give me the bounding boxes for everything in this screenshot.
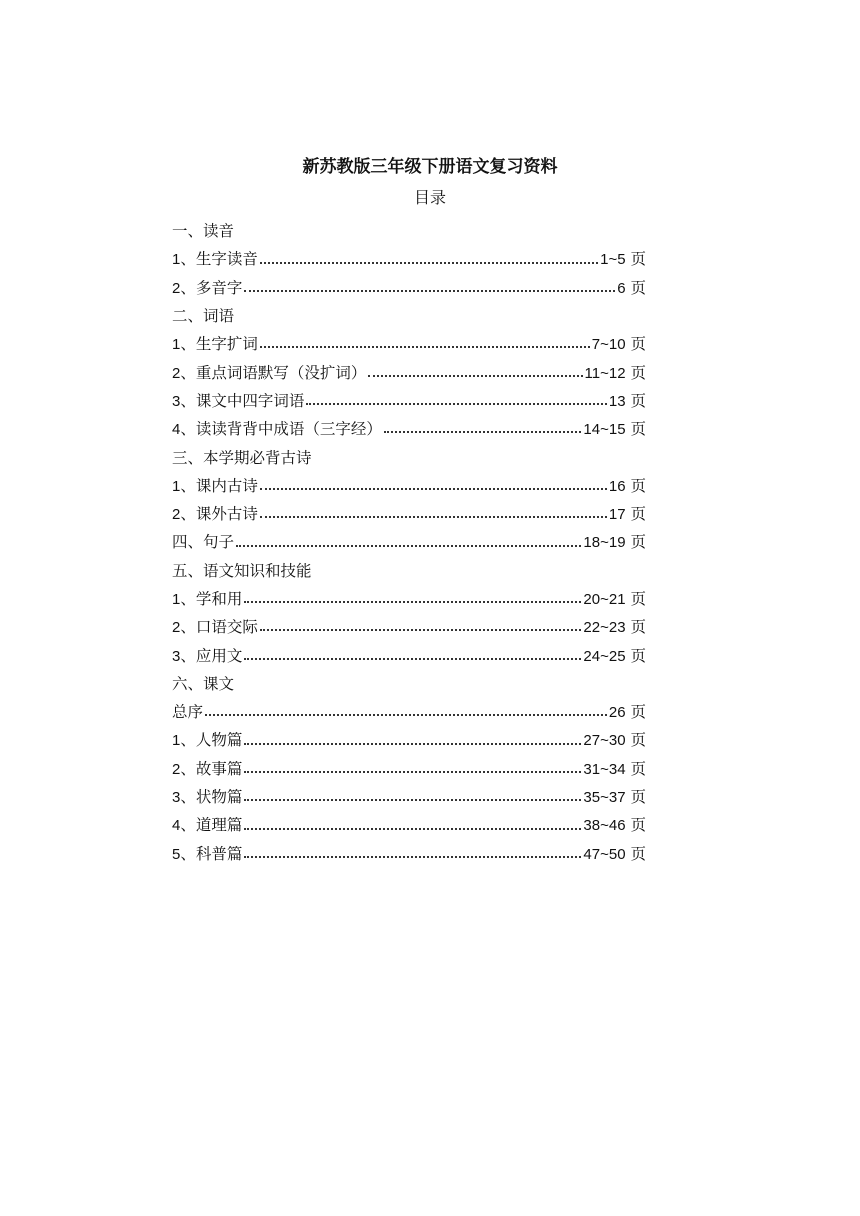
toc-dot-leader: [260, 488, 607, 490]
toc-section-heading: [172, 442, 646, 470]
toc-page-range: 38~46 页: [583, 816, 646, 835]
toc-entry: [172, 273, 646, 301]
toc-section-heading: [172, 556, 646, 584]
toc-page-range: 6 页: [617, 278, 646, 297]
toc-page-range: 18~19 页: [583, 533, 646, 552]
page-title: 新苏教版三年级下册语文复习资料: [302, 157, 558, 177]
toc-page-range: 26 页: [608, 703, 646, 722]
toc-entry: [172, 527, 646, 555]
toc-section-heading: [172, 669, 646, 697]
toc-entry: [172, 754, 646, 782]
toc-entry: [172, 499, 646, 527]
toc-page-range: 1~5 页: [600, 250, 646, 269]
toc-page-range: 14~15 页: [583, 420, 646, 439]
toc-page-range: 11~12 页: [584, 363, 646, 382]
toc-dot-leader: [236, 545, 581, 547]
toc-entry: [172, 386, 646, 414]
toc-entry-label: 3、课文中四字词语: [172, 391, 305, 410]
table-of-contents: [172, 216, 646, 867]
toc-dot-leader: [260, 516, 607, 518]
toc-page-range: 17 页: [608, 505, 646, 524]
toc-entry: [172, 697, 646, 725]
toc-entry: [172, 584, 646, 612]
toc-entry: [172, 357, 646, 385]
toc-entry-label: 2、多音字: [172, 278, 243, 297]
toc-dot-leader: [260, 629, 582, 631]
toc-entry-label: 1、人物篇: [172, 731, 243, 750]
toc-entry: [172, 414, 646, 442]
toc-section-label: 一、读音: [172, 222, 235, 241]
toc-entry-label: 1、生字扩词: [172, 335, 258, 354]
toc-entry: [172, 810, 646, 838]
toc-section-heading: [172, 216, 646, 244]
toc-dot-leader: [260, 262, 598, 264]
toc-entry: [172, 839, 646, 867]
toc-entry: [172, 244, 646, 272]
toc-page-range: 24~25 页: [583, 646, 646, 665]
toc-page-range: 13 页: [608, 391, 646, 410]
toc-entry-label: 4、道理篇: [172, 816, 243, 835]
toc-dot-leader: [384, 431, 582, 433]
toc-entry: [172, 782, 646, 810]
toc-section-label: 五、语文知识和技能: [172, 561, 312, 580]
toc-entry: [172, 612, 646, 640]
toc-dot-leader: [368, 375, 582, 377]
toc-dot-leader: [244, 856, 581, 858]
toc-dot-leader: [244, 828, 581, 830]
toc-heading: 目录: [413, 188, 446, 207]
toc-section-label: 六、课文: [172, 674, 235, 693]
toc-page-range: 22~23 页: [583, 618, 646, 637]
toc-entry-label: 2、故事篇: [172, 759, 243, 778]
toc-section-label: 二、词语: [172, 307, 235, 326]
toc-dot-leader: [244, 658, 581, 660]
toc-entry-label: 2、口语交际: [172, 618, 258, 637]
toc-entry: [172, 471, 646, 499]
toc-dot-leader: [260, 346, 590, 348]
toc-dot-leader: [244, 601, 581, 603]
toc-entry: [172, 640, 646, 668]
toc-section-heading: [172, 301, 646, 329]
toc-entry: [172, 329, 646, 357]
toc-dot-leader: [244, 771, 581, 773]
toc-page-range: 16 页: [608, 476, 646, 495]
toc-page-range: 7~10 页: [591, 335, 646, 354]
toc-entry-label: 4、读读背背中成语（三字经）: [172, 420, 382, 439]
toc-dot-leader: [244, 290, 615, 292]
toc-section-label: 三、本学期必背古诗: [172, 448, 312, 467]
toc-dot-leader: [244, 743, 581, 745]
toc-dot-leader: [306, 403, 607, 405]
toc-entry: [172, 725, 646, 753]
toc-entry-label: 5、科普篇: [172, 844, 243, 863]
toc-dot-leader: [244, 799, 581, 801]
toc-entry-label: 1、课内古诗: [172, 476, 258, 495]
toc-entry-label: 2、课外古诗: [172, 505, 258, 524]
toc-page-range: 31~34 页: [583, 759, 646, 778]
toc-entry-label: 1、生字读音: [172, 250, 258, 269]
toc-entry-label: 2、重点词语默写（没扩词）: [172, 363, 367, 382]
toc-entry-label: 四、句子: [172, 533, 235, 552]
toc-page-range: 20~21 页: [583, 590, 646, 608]
toc-entry-label: 1、学和用: [172, 590, 243, 608]
toc-entry-label: 3、应用文: [172, 646, 243, 665]
toc-dot-leader: [205, 714, 607, 716]
toc-entry-label: 总序: [172, 703, 204, 722]
toc-entry-label: 3、状物篇: [172, 788, 243, 807]
toc-page-range: 35~37 页: [583, 788, 646, 807]
toc-page-range: 27~30 页: [583, 731, 646, 750]
toc-page-range: 47~50 页: [583, 844, 646, 863]
